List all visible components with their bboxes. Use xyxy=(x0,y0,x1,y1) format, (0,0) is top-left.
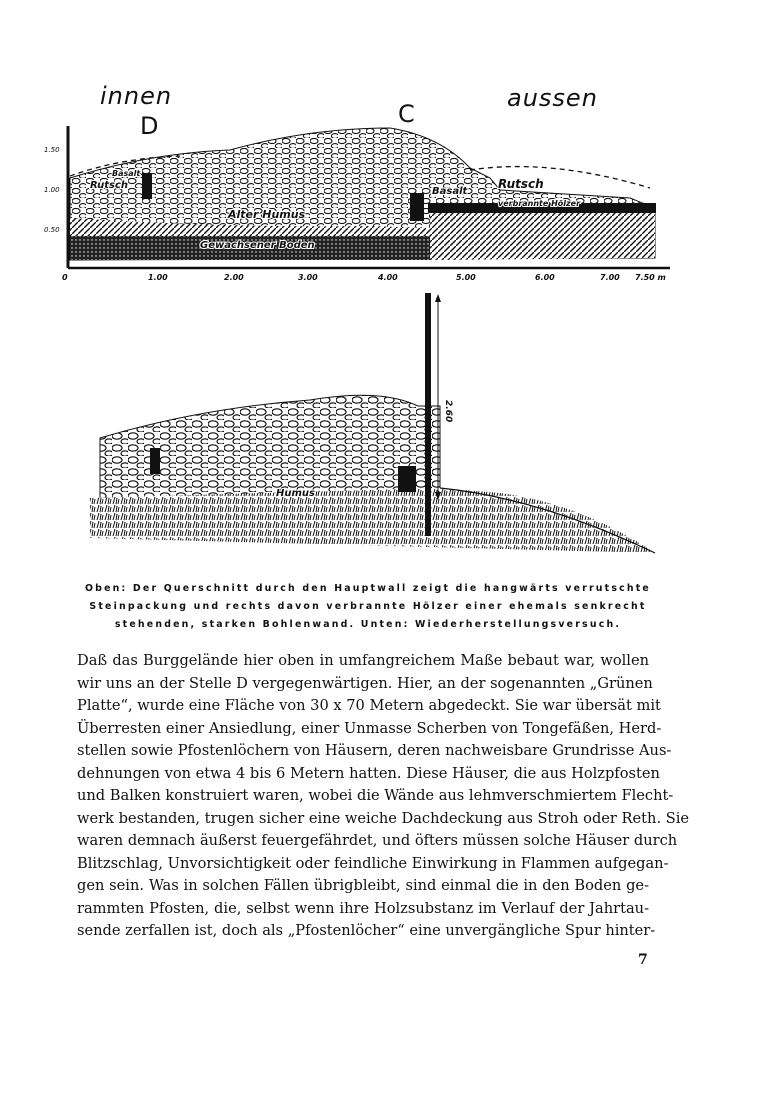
body-line: und Balken konstruiert waren, wobei die Wände aus lehmverschmiertem Flecht- xyxy=(77,787,674,804)
figure-caption xyxy=(78,580,658,634)
body-line: Blitzschlag, Unvorsichtigkeit oder feindliche Einwirkung in Flammen aufgegan- xyxy=(77,854,669,872)
body-line: waren demnach äußerst feuergefährdet, und öfters müssen solche Häuser durch xyxy=(77,832,678,849)
body-line: Überresten einer Ansiedlung, einer Unmasse Scherben von Tongefäßen, Herd- xyxy=(77,719,662,737)
x-tick-5: 5.00 xyxy=(456,273,476,282)
x-tick-1: 1.00 xyxy=(148,273,168,282)
body-line: Daß das Burggelände hier oben in umfangreichem Maße bebaut war, wollen xyxy=(77,652,649,669)
body-line: sende zerfallen ist, doch als „Pfostenlöcher“ eine unvergängliche Spur hinter- xyxy=(77,922,656,939)
x-tick-6: 6.00 xyxy=(535,273,555,282)
label-aussen: aussen xyxy=(507,84,598,112)
y-tick-100: 1.00 xyxy=(44,186,60,194)
label-basalt-right: Basalt xyxy=(432,186,468,197)
marker-c: C xyxy=(398,100,415,128)
body-line: gen sein. Was in solchen Fällen übrigbleibt, sind einmal die in den Boden ge- xyxy=(77,877,649,894)
x-tick-0: 0 xyxy=(62,273,68,282)
label-gewachsener-boden: Gewachsener Boden xyxy=(200,240,315,251)
caption-line: Oben: Der Querschnitt durch den Hauptwall zeigt die hangwärts verrutschte xyxy=(84,583,651,594)
body-paragraph xyxy=(77,650,690,943)
label-rutsch-right: Rutsch xyxy=(498,177,544,191)
label-rutsch-left: Rutsch xyxy=(90,180,129,191)
y-tick-050: 0.50 xyxy=(44,226,60,234)
x-tick-7: 7.00 xyxy=(600,273,620,282)
body-line: wir uns an der Stelle D vergegenwärtigen. Hier, an der sogenannten „Grünen xyxy=(77,674,653,692)
body-line: Platte“, wurde eine Fläche von 30 x 70 Metern abgedeckt. Sie war übersät mit xyxy=(77,697,661,714)
reconstruction-figure xyxy=(80,288,660,578)
body-line: werk bestanden, trugen sicher eine weiche Dachdeckung aus Stroh oder Reth. Sie xyxy=(77,809,690,827)
caption-line: Steinpackung und rechts davon verbrannte Hölzer einer ehemals senkrecht xyxy=(89,601,647,612)
label-innen: innen xyxy=(100,82,173,110)
label-verbrannte-hoelzer: verbrannte Hölzer xyxy=(498,199,581,208)
label-basalt-left: Basalt xyxy=(112,169,141,178)
marker-d: D xyxy=(140,112,159,140)
label-alter-humus: Alter Humus xyxy=(228,208,306,221)
x-tick-3: 3.00 xyxy=(298,273,318,282)
page-number: 7 xyxy=(638,952,648,968)
x-tick-4: 4.00 xyxy=(378,273,398,282)
x-tick-750: 7.50 m xyxy=(635,273,666,282)
x-tick-2: 2.00 xyxy=(224,273,244,282)
label-humus: Humus xyxy=(276,488,315,499)
caption-line: stehenden, starken Bohlenwand. Unten: Wiederherstellungsversuch. xyxy=(114,619,622,630)
pole-height-label: 2.60 xyxy=(443,400,453,423)
body-line: dehnungen von etwa 4 bis 6 Metern hatten. Diese Häuser, die aus Holzpfosten xyxy=(77,764,660,782)
cross-section-figure xyxy=(30,78,690,293)
body-line: stellen sowie Pfostenlöchern von Häusern, deren nachweisbare Grundrisse Aus- xyxy=(77,742,672,759)
body-line: rammten Pfosten, die, selbst wenn ihre Holzsubstanz im Verlauf der Jahrtau- xyxy=(77,899,649,917)
y-tick-150: 1.50 xyxy=(44,146,60,154)
